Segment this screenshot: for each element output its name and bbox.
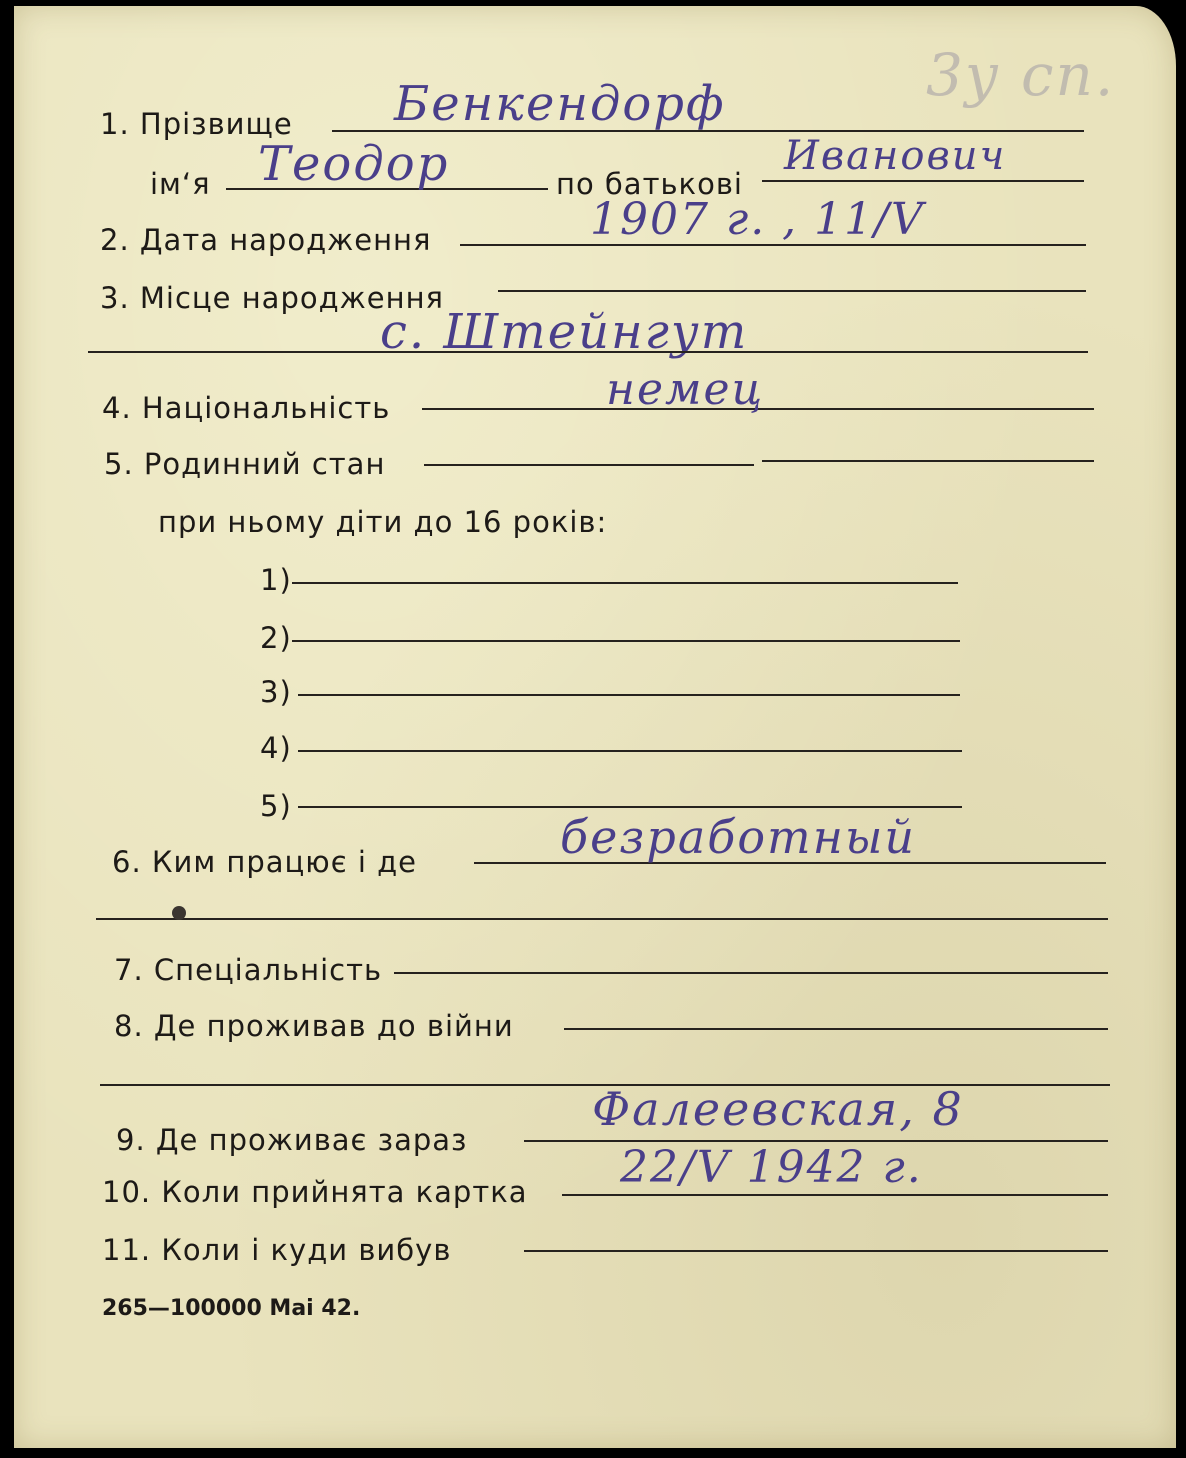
nationality-value: немец	[606, 364, 765, 415]
marital-status-label: 5. Родинний стан	[104, 447, 386, 481]
occupation-value: безработный	[560, 810, 917, 864]
card-accepted-line	[562, 1194, 1108, 1196]
corner-note: 3у сп.	[926, 41, 1116, 109]
child-2-label: 2)	[260, 621, 292, 655]
patronymic-value: Иванович	[784, 133, 1007, 179]
children-label: при ньому діти до 16 років:	[158, 505, 608, 539]
birth-date-label: 2. Дата народження	[100, 223, 432, 257]
birth-place-label: 3. Місце народження	[100, 281, 444, 315]
child-3-label: 3)	[260, 675, 292, 709]
patronymic-line	[762, 180, 1084, 182]
birth-date-value: 1907 г. , 11/V	[590, 194, 925, 245]
child-1-label: 1)	[260, 563, 292, 597]
marital-status-line-a	[424, 464, 754, 466]
departure-line	[524, 1250, 1108, 1252]
surname-value: Бенкендорф	[394, 76, 726, 132]
current-residence-label: 9. Де проживає зараз	[116, 1123, 468, 1157]
occupation-label: 6. Ким працює і де	[112, 845, 418, 879]
birth-place-value: с. Штейнгут	[380, 304, 749, 360]
departure-label: 11. Коли і куди вибув	[102, 1233, 452, 1267]
occupation-line-2	[96, 918, 1108, 920]
child-1-line	[292, 582, 958, 584]
registration-card	[14, 6, 1176, 1448]
card-accepted-value: 22/V 1942 г.	[620, 1142, 923, 1193]
card-accepted-label: 10. Коли прийнята картка	[102, 1175, 528, 1209]
child-5-line	[298, 806, 962, 808]
nationality-label: 4. Національність	[102, 391, 391, 425]
specialty-line	[394, 972, 1108, 974]
current-residence-value: Фалеевская, 8	[592, 1082, 964, 1136]
first-name-label: ім‘я	[150, 167, 211, 201]
prewar-residence-line-1	[564, 1028, 1108, 1030]
child-3-line	[298, 694, 960, 696]
child-4-label: 4)	[260, 731, 292, 765]
first-name-value: Теодор	[258, 136, 450, 192]
patronymic-label: по батькові	[556, 167, 743, 201]
child-4-line	[298, 750, 962, 752]
child-5-label: 5)	[260, 789, 292, 823]
paper-hole	[172, 906, 186, 920]
birth-place-line-2	[88, 351, 1088, 353]
prewar-residence-label: 8. Де проживав до війни	[114, 1009, 514, 1043]
child-2-line	[292, 640, 960, 642]
surname-label: 1. Прізвище	[100, 107, 293, 141]
marital-status-line-b	[762, 460, 1094, 462]
specialty-label: 7. Спеціальність	[114, 953, 383, 987]
print-code: 265—100000 Mai 42.	[102, 1296, 361, 1321]
birth-place-line-1	[498, 290, 1086, 292]
